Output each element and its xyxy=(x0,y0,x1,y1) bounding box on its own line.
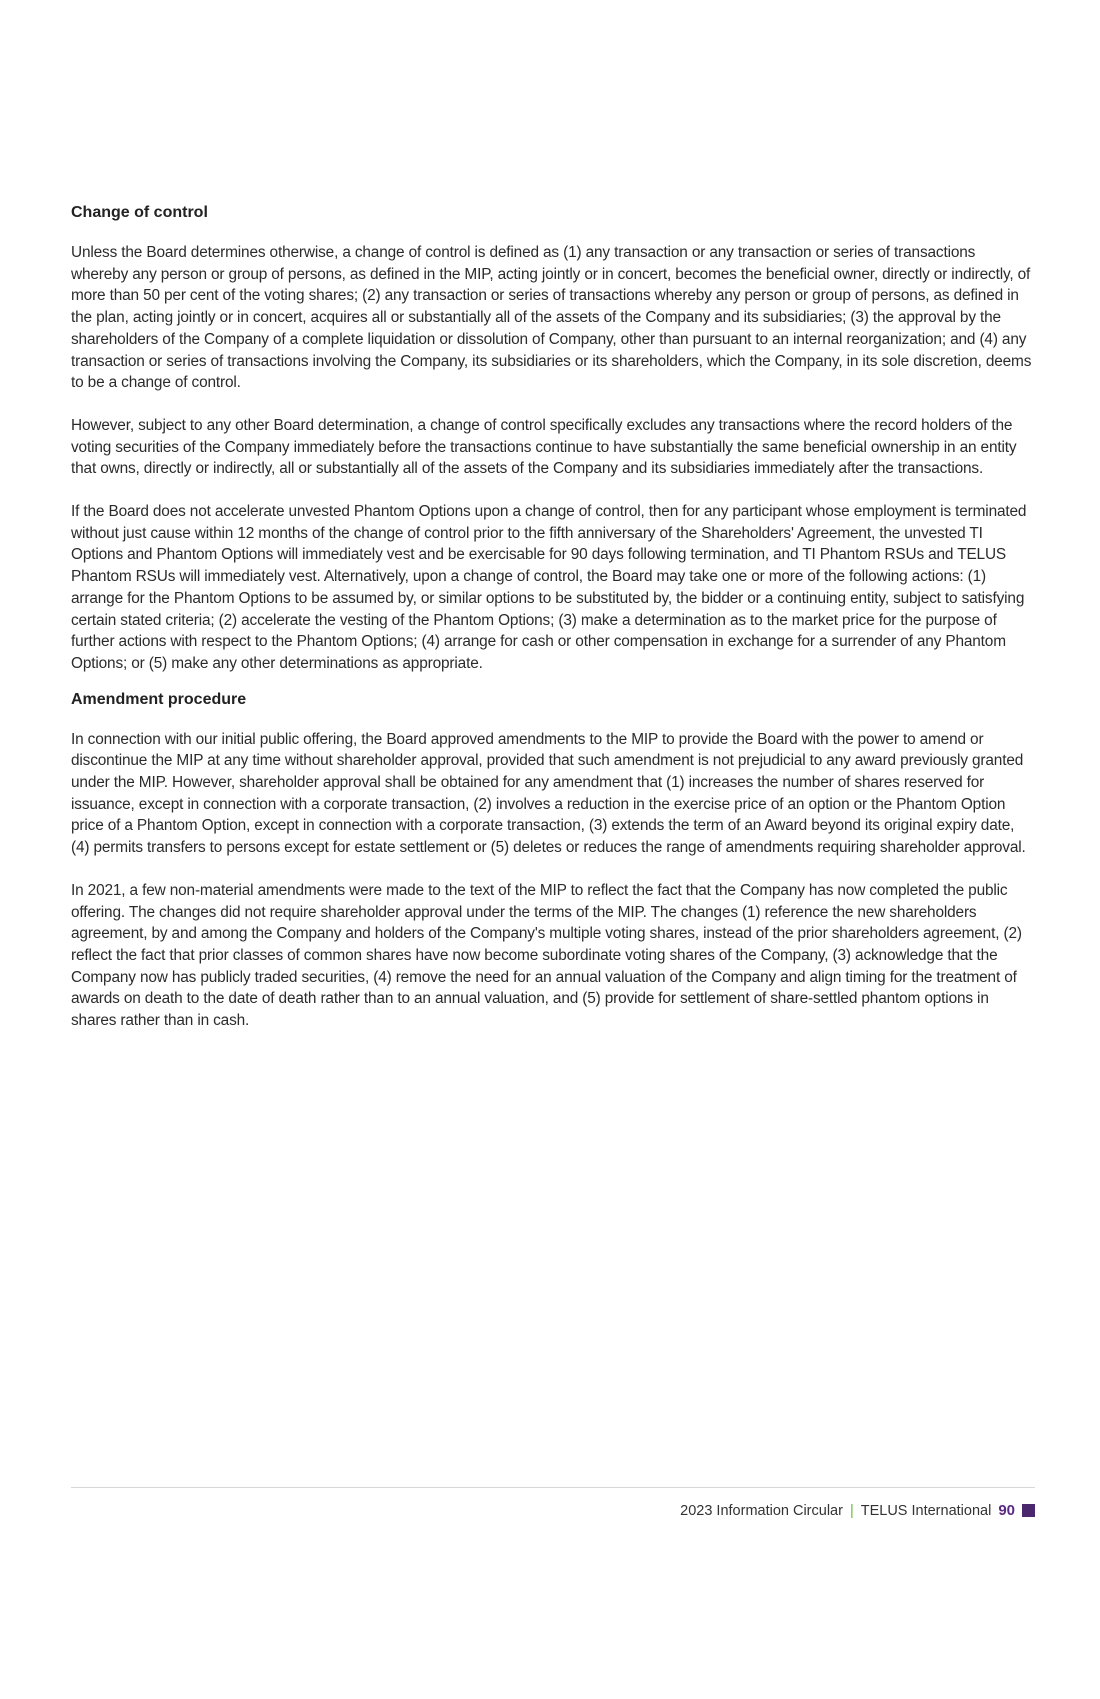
paragraph: However, subject to any other Board determination, a change of control specifically excludes any transactions where the record holders of the voting securities of the Company immediately before the transactions continue to have substantially the same beneficial ownership in an entity that owns, directly or indirectly, all or substantially all of the assets of the Company and its subsidiaries immediately after the transactions. xyxy=(71,416,1017,478)
section-heading-change-of-control: Change of control xyxy=(71,204,208,221)
paragraph: If the Board does not accelerate unvested Phantom Options upon a change of control, then for any participant whose employment is terminated without just cause within 12 months of the change of control prior to the fifth anniversary of the Shareholders' Agreement, the unvested TI Options and Phantom Options will immediately vest and be exercisable for 90 days following termination, and TI Phantom RSUs and TELUS Phantom RSUs will immediately vest. Alternatively, upon a change of control, the Board may take one or more of the following actions: (1) arrange for the Phantom Options to be assumed by, or similar options to be substituted by, the bidder or a continuing entity, subject to satisfying certain stated criteria; (2) accelerate the vesting of the Phantom Options; (3) make a determination as to the market price for the purpose of further actions with respect to the Phantom Options; (4) arrange for cash or other compensation in exchange for a surrender of any Phantom Options; or (5) make any other determinations as appropriate. xyxy=(71,503,1027,672)
section-heading-amendment-procedure: Amendment procedure xyxy=(71,690,247,708)
document-body xyxy=(71,200,1035,1053)
footer-document-title: 2023 Information Circular xyxy=(680,1502,843,1519)
footer-separator: | xyxy=(849,1502,854,1519)
paragraph: In 2021, a few non-material amendments were made to the text of the MIP to reflect the fact that the Company has now completed the public offering. The changes did not require shareholder approval under the terms of the MIP. The changes (1) reference the new shareholders agreement, by and among the Company and holders of the Company's multiple voting shares, instead of the prior shareholders agreement, (2) reflect the fact that prior classes of common shares have now become subordinate voting shares of the Company, (3) acknowledge that the Company now has publicly traded securities, (4) remove the need for an annual valuation of the Company and align timing for the treatment of awards on death to the date of death rather than to an annual valuation, and (5) provide for settlement of share-settled phantom options in shares rather than in cash. xyxy=(71,881,1022,1030)
footer-company-name: TELUS International xyxy=(860,1502,992,1519)
footer-divider xyxy=(71,1487,1035,1488)
brand-square-icon xyxy=(1022,1504,1035,1517)
paragraph: Unless the Board determines otherwise, a change of control is defined as (1) any transaction or any transaction or series of transactions whereby any person or group of persons, as defined in the MIP, acting jointly or in concert, becomes the beneficial owner, directly or indirectly, of more than 50 per cent of the voting shares; (2) any transaction or series of transactions whereby any person or group of persons, as defined in the plan, acting jointly or in concert, acquires all or substantially all of the assets of the Company and its subsidiaries; (3) the approval by the shareholders of the Company of a complete liquidation or dissolution of Company, other than pursuant to an internal reorganization; and (4) any transaction or series of transactions involving the Company, its subsidiaries or its shareholders, which the Company, in its sole discretion, deems to be a change of control. xyxy=(71,244,1032,392)
page-footer xyxy=(680,1502,1035,1519)
paragraph: In connection with our initial public offering, the Board approved amendments to the MIP to provide the Board with the power to amend or discontinue the MIP at any time without shareholder approval, provided that such amendment is not prejudicial to any award previously granted under the MIP. However, shareholder approval shall be obtained for any amendment that (1) increases the number of shares reserved for issuance, except in connection with a corporate transaction, (2) involves a reduction in the exercise price of an option or the Phantom Option price of a Phantom Option, except in connection with a corporate transaction, (3) extends the term of an Award beyond its original expiry date, (4) permits transfers to persons except for estate settlement or (5) deletes or reduces the range of amendments requiring shareholder approval. xyxy=(71,730,1026,857)
page-number: 90 xyxy=(998,1502,1015,1519)
